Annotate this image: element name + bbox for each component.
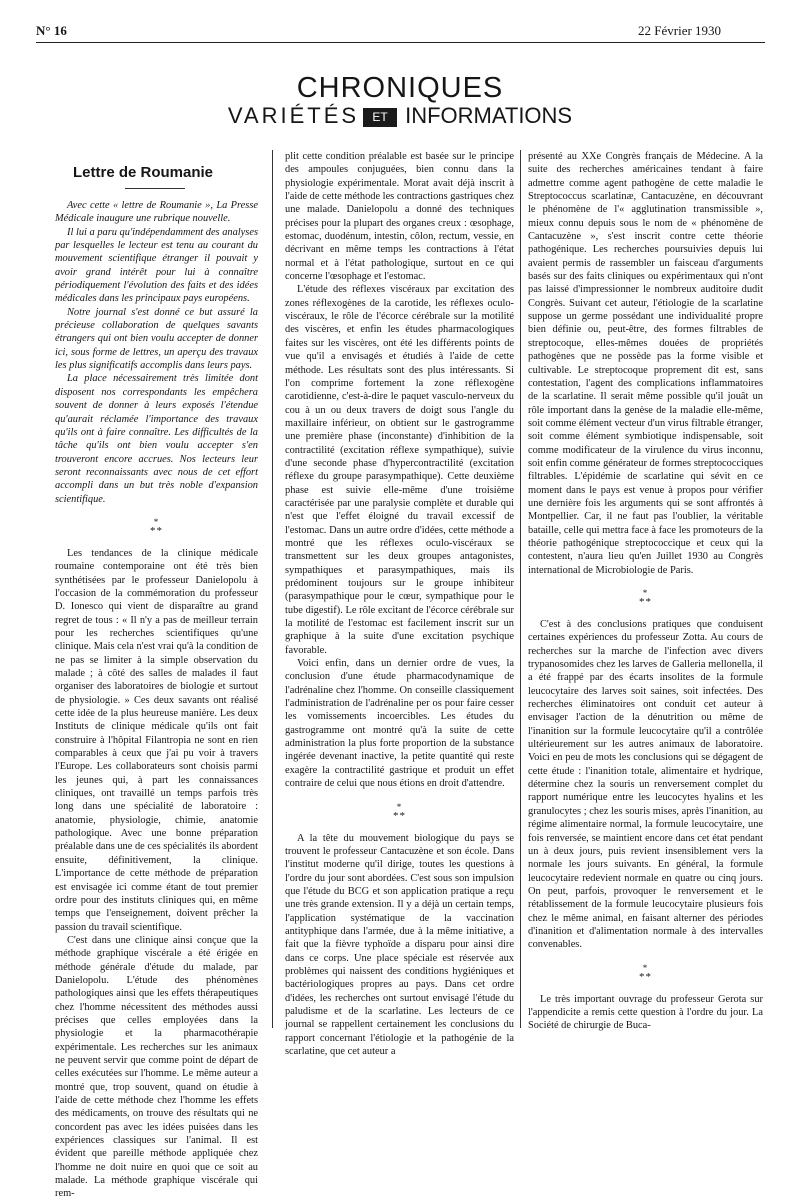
section-separator: * ** (639, 962, 652, 983)
column-1 (55, 150, 258, 1201)
section-separator: * ** (639, 588, 652, 608)
body-paragraph: Les tendances de la clinique médicale roumaine contemporaine ont été très bien synthétisées par le professeur Danielopolu à l'occasion de la commémoration du professeur D. Ionesco qui vient de disparaître au grand regret de tous : « Il n'y a pas de meilleur terrain pour les recherches scientifiques qu'une clinique. Mais cela n'est vrai qu'à la condition de ne pas se limiter à la simple observation du malade ; à côté des salles de malades il faut organiser des laboratoires de biologie et surtout de physiologie. » Ces deux savants ont réalisé cette idée de la plus heureuse manière. Les deux Instituts de clinique médicale qu'ils ont fait construire à l'hôpital Filantropia ne sont en rien comparables à ceux que j'ai pu voir à travers l'Europe. Les collaborateurs sont choisis parmi les jeunes qui, à part les connaissances cliniques, ont travaillé un temps parfois très long dans une spécialité de laboratoire : anatomie, physiologie, chimie, anatomie pathologique. Avec une bonne préparation préalable dans une de ces spécialités ils abordent ensuite, définitivement, la clinique. L'importance de cette méthode de préparation est envisagée ici comme étant de tout premier ordre pour des instituts cliniques qui, en même temps que l'enseignement, doivent prêcher la passion du travail scientifique. (55, 547, 258, 933)
column-divider-1 (272, 150, 273, 1028)
masthead-chroniques: CHRONIQUES (296, 72, 504, 104)
title-rule (125, 188, 185, 189)
body-paragraph: plit cette condition préalable est basée sur le principe des ampoules conjuguées, bien connu dans la physiologie expérimentale. Morat avait déjà inscrit à l'aide de cette méthode les contractions gastriques chez une malade. Danielopolu a donné des techniques précises pour la plupart des organes creux : œsophage, estomac, duodénum, intestin, côlon, rectum, vessie, en décrivant en même temps les contractions à l'état normal et à l'état pathologique, surtout en ce qui concerne l'œsophage et l'estomac. (285, 151, 514, 283)
intro-paragraph: Avec cette « lettre de Roumanie », La Presse Médicale inaugure une rubrique nouvelle. (55, 200, 258, 225)
body-paragraph: présenté au XXe Congrès français de Médecine. A la suite des recherches américaines tendant à faire admettre comme agent pathogène de cette maladie le Streptococcus scarlatinæ, Cantacuzène, en découvrant le phénomène de l'« agglutination transmissible », mieux connu depuis sous le nom de « phénomène de Cantacuzène », s'est inscrit contre cette théorie pathogénique. Les recherches poursuivies depuis lui avaient permis de rassembler un faisceau d'arguments basés sur des faits cliniques ou expérimentaux qui n'ont pas laissé d'impressionner le nombreux auditoire dudit Congrès. Suivant cet auteur, l'étiologie de la scarlatine suppose un germe possédant une individualité propre bien définie ou, peut-être, des formes filtrables de streptocoque, elles-mêmes douées de propriétés pathogènes que ne possède pas la forme visible et cultivable. Le streptocoque proprement dit est, sans contestation, l'agent des complications inflammatoires de la scarlatine. Il serait même possible qu'il jouât un rôle important dans la genèse de la maladie elle-même, soit comme élément vecteur d'un virus filtrable étranger, soit comme élément symbiotique indispensable, soit comme modificateur de la virulence du virus inconnu, soit enfin comme générateur de formes streptococciques filtrables. L'épidémie de scarlatine qui sévit en ce moment dans le pays est venue à propos pour vérifier une dernière fois les arguments qui se sont affrontés à Montpellier. Car, il ne faut pas l'oublier, la véritable bataille, celle qui mettra face à face les promoteurs de la théorie pathogénique streptococcique et ceux qui la contestent, n'aura lieu qu'en Juillet 1930 au Congrès international de Microbiologie de Paris. (528, 151, 763, 576)
intro-paragraph: Il lui a paru qu'indépendamment des analyses par lesquelles le lecteur est tenu au courant du mouvement scientifique étranger il pouvait y avoir grand intérêt pour lui à connaître périodiquement l'évolution des faits et des idées médicales dans les principaux pays européens. (55, 226, 258, 305)
body-paragraph: C'est à des conclusions pratiques que conduisent certaines expériences du professeur Zotta. Au cours de recherches sur la marche de l'infection avec divers trypanosomides chez les larves de Galleria mellonella, il a été frappé par des écarts insolites de la formule leucocytaire des larves soit saines, soit infectées. Des recherches éliminatoires ont conduit cet auteur à envisager l'action de la dénutrition ou même de l'inanition sur la formule leucocytaire qu'il a contrôlée ultérieurement sur les autres animaux de laboratoire. Voici en peu de mots les conclusions qui se dégagent de cette étude : l'inanition totale, alimentaire et hydrique, détermine chez la souris un renversement complet du rapport numérique entre les leucocytes hyalins et les granulocytes ; chez les souris mises, après l'inanition, au régime alimentaire normal, la formule leucocytaire, une fois renversée, se maintient encore dans cet état pendant un à deux jours, puis revient insensiblement vers la normale les jours suivants. En général, la formule leucocytaire redevient normale en quatre ou cinq jours. On peut, parfois, provoquer le renversement et le rétablissement de la formule leucocytaire plusieurs fois chez le même animal, en faisant alterner des périodes d'inanition et d'alimentation normale à des intervalles convenables. (528, 619, 763, 951)
column-2 (285, 150, 514, 1058)
section-separator: * ** (150, 516, 163, 537)
section-separator: * ** (393, 801, 406, 822)
intro-paragraph: Notre journal s'est donné ce but assuré la précieuse collaboration de quelques savants étrangers qui ont bien voulu accepter de donner ici, sous forme de lettres, un aperçu des travaux les plus significatifs accomplis dans leurs pays. (55, 306, 258, 372)
masthead-informations: INFORMATIONS (405, 103, 573, 128)
editor-intro (55, 199, 258, 506)
intro-paragraph: La place nécessairement très limitée dont disposent nos correspondants les empêchera souvent de donner à leurs exposés l'étendue qu'aurait réclamée l'importance des travaux qu'ils ont à faire connaître. Les difficultés de la tâche qu'ils ont bien voulu accepter s'en trouveront encore accrues. Nos lecteurs leur seront reconnaissants avec nous de cet effort accompli dans un but très noble d'expansion scientifique. (55, 373, 258, 505)
masthead-et-badge: ET (363, 108, 397, 127)
header-rule (36, 42, 765, 43)
issue-date: 22 Février 1930 (638, 23, 722, 38)
masthead-varietes: VARIÉTÉS (227, 103, 360, 128)
body-paragraph: Voici enfin, dans un dernier ordre de vues, la conclusion d'une étude pharmacodynamique de l'adrénaline chez l'homme. On conseille classiquement l'administration de l'adrénaline per os pour faire cesser les vomissements incoercibles. Les études du gastrogramme ont montré qu'à la suite de cette administration la plus forte proportion de la substance ingérée devenant inactive, la petite quantité qui reste exagère la contractilité gastrique et produit un effet contraire de celui que nous étions en droit d'attendre. (285, 658, 514, 790)
issue-number: N° 16 (36, 23, 67, 38)
column-divider-2 (520, 150, 521, 1028)
masthead-subtitle (0, 102, 800, 130)
body-paragraph: L'étude des réflexes viscéraux par excitation des zones réflexogènes de la carotide, les réflexes oculo-viscéraux, le rôle de l'écorce cérébrale sur la motilité des viscères, et enfin les études pharmacologiques faites sur les viscères, ont été les différents points de vue qu'il a envisagés et étudiés à l'aide de cette méthode. Les résultats sont des plus intéressants. Si l'on comprime fortement la zone réflexogène carotidienne, c'est-à-dire le paquet vasculo-nerveux du cou à un ou deux travers de doigt sous l'angle du maxillaire inférieur, on obtient sur le gastrogramme une première phase (inconstante) d'inhibition de la contractilité (excitation réflexe sympathique), suivie d'une seconde phase d'hypercontractilité (excitation réflexe du groupe parasympathique). Cette deuxième phase est suivie elle-même d'une troisième caractérisée par une paralysie complète et durable qui n'est que l'effet éloigné du travail excessif de l'estomac. Dans un autre ordre d'idées, cette méthode a montré que les réflexes oculo-viscéraux se transmettent sur les deux groupes antagonistes, sympathiques et parasympathiques, mais ils prédominent toujours sur le groupe inhibiteur (parasympathique pour le cœur, sympathique pour le tube digestif). Le rôle excitant de l'écorce cérébrale sur la motilité de l'estomac est facilement inscrit sur un graphique à la suite d'une excitation psychique favorable. (285, 284, 514, 656)
body-paragraph: C'est dans une clinique ainsi conçue que la méthode graphique viscérale a été érigée en méthode générale d'étude du malade, par Danielopolu. L'étude des phénomènes pathologiques ainsi que les effets thérapeutiques chez l'homme nécessitent des méthodes aussi précises que celles employées dans la physiologie et la pharmacothérapie expérimentale. Les recherches sur les animaux ne peuvent servir que comme point de départ de celles exécutées sur l'homme. Le même auteur a montré que, trop souvent, quand on étudie à l'aide de cette méthode chez l'homme les effets des médicaments, on trouve des résultats qui ne concordent pas avec les idées puisées dans les expériences classiques sur l'animal. Il est évident que pareille méthode appliquée chez l'homme ne doit nuire en quoi que ce soit au malade. La méthode graphique viscérale qui rem- (55, 934, 258, 1200)
body-paragraph: A la tête du mouvement biologique du pays se trouvent le professeur Cantacuzène et son école. Dans l'institut moderne qu'il dirige, toutes les questions à l'ordre du jour sont abordées. C'est sous son impulsion que l'étude du BCG et son application pratique a reçu une très grande extension. Il y a déjà un certain temps, l'application systématique de la vaccination antityphique dans l'armée, due à la même initiative, a fait que la fièvre typhoïde a disparu pour ainsi dire dans ce corps. Une place spéciale est réservée aux problèmes qui naissent des conditions hygiéniques et bactériologiques propres au pays. Dans cet ordre d'idées, les recherches ont surtout envisagé l'étude du paludisme et de la scarlatine. Les lecteurs de ce journal se rappellent certainement les conclusions du rapport concernant l'étiologie et la pathogénie de la scarlatine, que cet auteur a (285, 832, 514, 1057)
body-paragraph: Le très important ouvrage du professeur Gerota sur l'appendicite a remis cette question à l'ordre du jour. La Société de chirurgie de Buca- (528, 993, 763, 1032)
column-3 (528, 150, 763, 1033)
article-title: Lettre de Roumanie (73, 164, 214, 181)
